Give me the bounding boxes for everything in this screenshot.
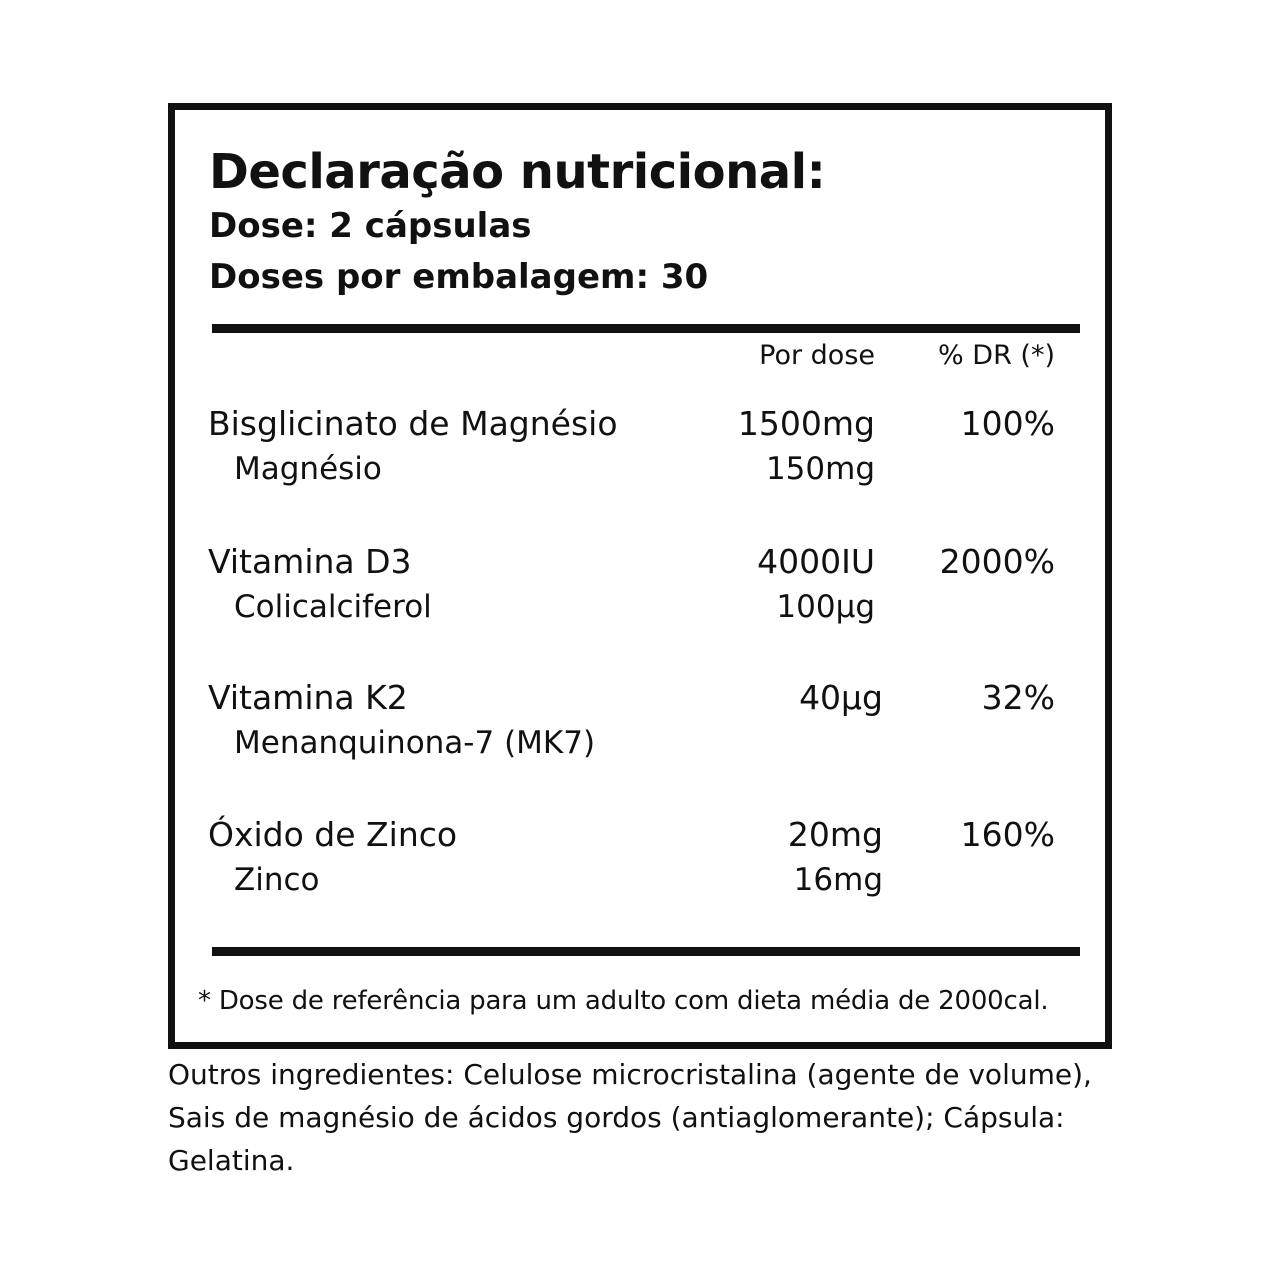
- reference-footnote: * Dose de referência para um adulto com dieta média de 2000cal.: [198, 986, 1049, 1016]
- nutrient-sub-dose: 100µg: [776, 589, 875, 625]
- nutrient-dose: 4000IU: [757, 542, 875, 581]
- column-header-dr: % DR (*): [938, 340, 1055, 371]
- nutrient-dose: 40µg: [799, 678, 883, 717]
- label-title: Declaração nutricional:: [209, 144, 826, 200]
- nutrient-dr: 100%: [960, 404, 1055, 443]
- nutrient-name: Vitamina K2: [208, 678, 408, 717]
- nutrient-sub-name: Colicalciferol: [234, 589, 432, 625]
- nutrient-name: Óxido de Zinco: [208, 815, 458, 854]
- bottom-divider: [212, 947, 1080, 956]
- dose-info: Dose: 2 cápsulas: [209, 206, 532, 246]
- nutrition-facts-panel: [168, 103, 1112, 1049]
- nutrient-sub-dose: 150mg: [765, 451, 875, 487]
- nutrient-dose: 1500mg: [737, 404, 875, 443]
- nutrient-sub-dose: 16mg: [793, 862, 883, 898]
- nutrient-dose: 20mg: [787, 815, 883, 854]
- other-ingredients-text: Outros ingredientes: Celulose microcristalina (agente de volume), Sais de magnésio de ácidos gordos (antiaglomerante); Cápsula: Gelatina.: [168, 1058, 1092, 1177]
- top-divider: [212, 324, 1080, 333]
- nutrient-dr: 160%: [960, 815, 1055, 854]
- nutrient-sub-name: Magnésio: [234, 451, 382, 487]
- doses-per-package: Doses por embalagem: 30: [209, 257, 709, 297]
- nutrient-name: Bisglicinato de Magnésio: [208, 404, 618, 443]
- nutrient-sub-name: Menanquinona-7 (MK7): [234, 725, 596, 761]
- nutrient-dr: 32%: [981, 678, 1055, 717]
- column-header-per-dose: Por dose: [759, 340, 875, 371]
- nutrient-sub-name: Zinco: [234, 862, 320, 898]
- nutrient-name: Vitamina D3: [208, 542, 412, 581]
- nutrient-dr: 2000%: [939, 542, 1055, 581]
